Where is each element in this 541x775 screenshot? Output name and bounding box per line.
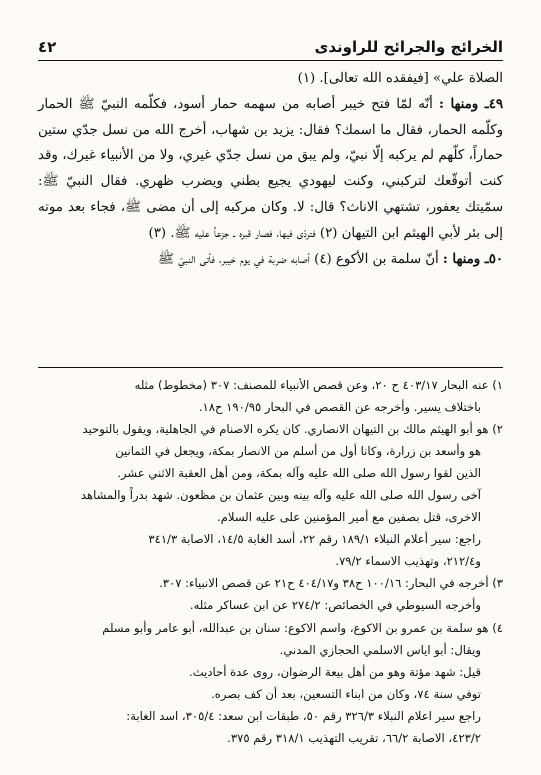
footnote-line: راجع: سير أعلام النبلاء ١٨٩/١ رقم ٢٢، أسد الغابة ١٤/٥، الاصابة ٣٤١/٣ bbox=[148, 532, 481, 547]
footnote-line: ٤) هو سلمة بن عمرو بن الاكوع، واسم الاكوع: سنان بن عبدالله، أبو عامر وأبو مسلم bbox=[102, 620, 503, 635]
paragraph-49 bbox=[38, 92, 503, 247]
footnote-line: الاخرى، قتل بصفين مع أمير المؤمنين على عليه السلام. bbox=[217, 510, 481, 525]
text-line-0: الصلاة علي» [فيفقده الله تعالى]. (١) bbox=[297, 71, 503, 86]
item-number-50: ٥٠ـ ومنها : bbox=[442, 251, 503, 267]
footnote-separator bbox=[38, 367, 503, 368]
page-header bbox=[38, 34, 503, 56]
footnote-line: و٢١٢/٤، وتهذيب الاسماء ٧٩/٢. bbox=[335, 554, 481, 569]
footnote-line: ١) عنه البحار ٤٠٣/١٧ ح ٢٠، وعن قصص الأنبياء للمصنف: ٣٠٧ (مخطوط) مثله bbox=[134, 378, 503, 392]
item-number-49: ٤٩ـ ومنها : bbox=[438, 96, 503, 112]
footnote-line: وأخرجه السيوطي في الخصائص: ٢٧٤/٢ عن ابن عساكر مثله. bbox=[189, 598, 481, 613]
footnote-line: باختلاف يسير. وأخرجه عن القصص في البحار ١٩٠/٩٥ ح١٨. bbox=[198, 400, 481, 415]
footnote-line: هو وأسعد بن زرارة، وكانا أول من أسلم من الانصار بمكة، ويجعل في الثمانين bbox=[115, 444, 481, 459]
page-number: ٤٢ bbox=[38, 38, 57, 56]
main-text bbox=[38, 66, 503, 272]
header-rule bbox=[38, 60, 503, 61]
footnote-line: ٤٢٣/٢، الاصابة ٦٦/٢، تقريب التهذيب ٣١٨/١ رقم ٣٧٥. bbox=[227, 730, 481, 745]
paragraph-50-text: أنّ سلمة بن الأكوع (٤) أصابه ضربة في يوم خيبر، فأتى النبيّ ﷺ bbox=[158, 251, 439, 267]
footnote-line: الذين لقوا رسول الله صلى الله عليه وآله بمكة، ومن أهل العقبة الاثني عشر. bbox=[117, 466, 481, 481]
footnote-line: ٢) هو أبو الهيثم مالك بن التيهان الانصاري. كان يكره الاصنام في الجاهلية، ويقول بالتوحيد bbox=[82, 422, 503, 437]
footnote-line: ويقال: أبو اياس الاسلمي الحجازي المدني. bbox=[279, 642, 481, 657]
paragraph-49-text: أنّه لمّا فتح خيبر أصابه من سهمه حمار أسود، فكلّمه النبيّ ﷺ الحمار وكلّمه الحمار، فقال ما اسمك؟ فقال: يزيد بن شهاب، أخرج الله من نسل جدّي ستين حماراً، كلّهم لم يركبه إلّا نبيّ، ولم يبق من نسل جدّي غيري، ولا من الأنبياء غيرك، وقد كنت أتوقّعك لتركبني، وكنت ليهودي يجيع بطني ويضرب ظهري. فقال النبيّ ﷺ: سمّيتك يعفور، تشتهي الاناث؟ قال: لا. وكان مركبه إلى أن مضى ﷺ، فجاء بعد موته إلى بئر لأبي الهيثم ابن التيهان (٢) فتردّى فيها، فصار قبره ـ جزعاً عليه ﷺ. (٣) bbox=[38, 96, 503, 241]
footnote-line: راجع سير اعلام النبلاء ٣٢٦/٣ رقم ٥٠، طبقات ابن سعد: ٣٠٥/٤، اسد الغابة: bbox=[126, 708, 481, 723]
footnotes bbox=[38, 374, 503, 749]
paragraph-50 bbox=[38, 247, 503, 273]
footnote-line: ٣) أخرجه في البحار: ١٠٠/١٦ ح٣٨ و٤٠٤/١٧ ح٢١ عن قصص الانبياء: ٣٠٧. bbox=[159, 576, 503, 591]
footnote-line: توفي سنة ٧٤، وكان من ابناء التسعين، بعد أن كف بصره. bbox=[211, 686, 481, 701]
book-title: الخرائج والجرائح للراوندى bbox=[314, 38, 503, 56]
footnote-line: آخى رسول الله صلى الله عليه وآله بينه وبين عثمان بن مظعون. شهد بدراً والمشاهد bbox=[80, 488, 481, 503]
footnote-line: قيل: شهد مؤتة وهو من أهل بيعة الرضوان، روى عدة أحاديث. bbox=[189, 664, 481, 679]
